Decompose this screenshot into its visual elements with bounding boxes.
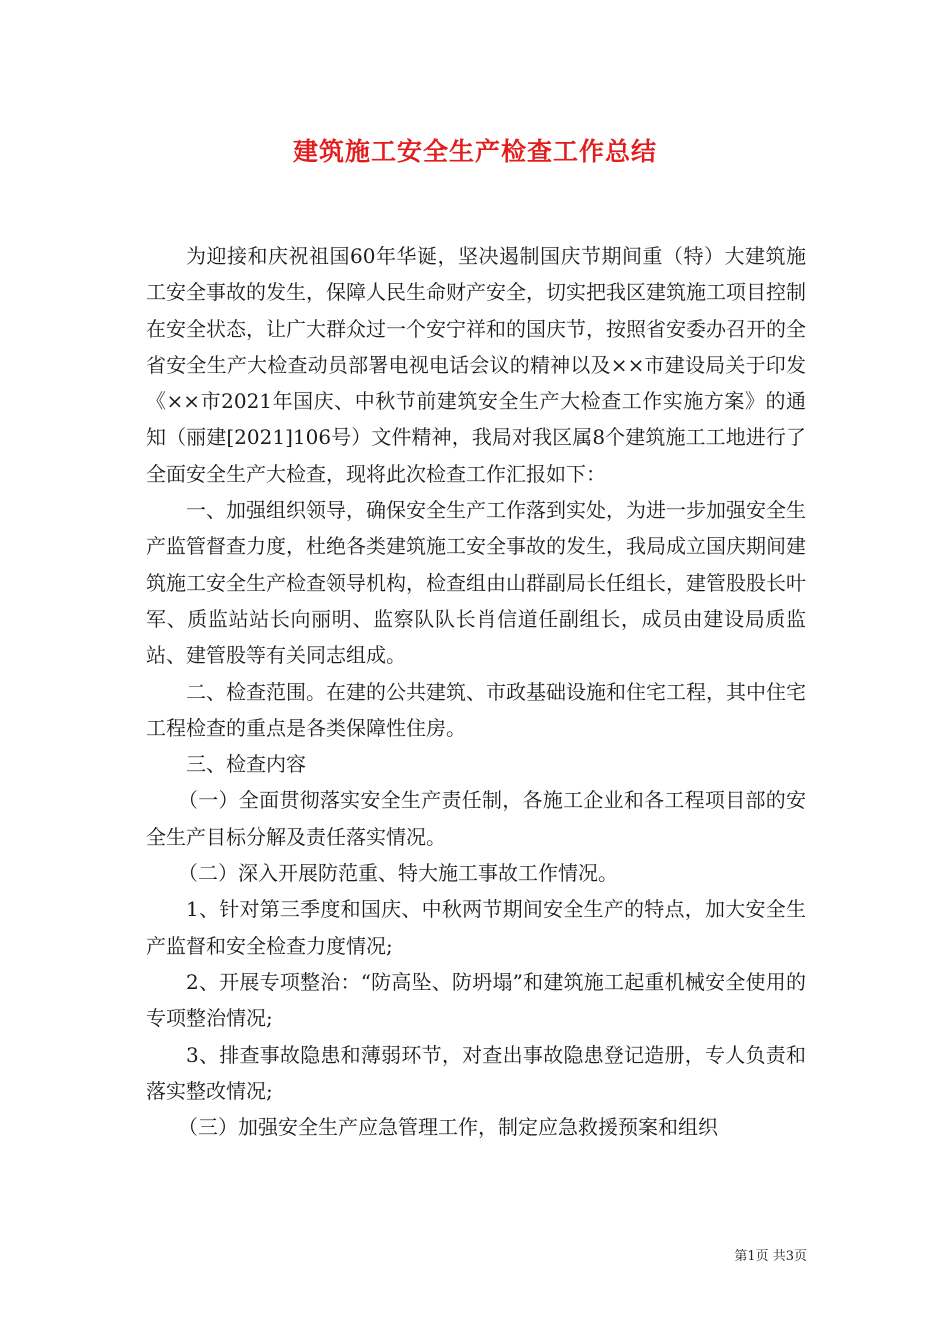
- page-number: 第1页 共3页: [734, 1249, 807, 1264]
- paragraph-item-2: （二）深入开展防范重、特大施工事故工作情况。: [178, 861, 618, 886]
- document-body: [146, 238, 806, 1145]
- paragraph-intro: 为迎接和庆祝祖国60年华诞，坚决遏制国庆节期间重（特）大建筑施工安全事故的发生，保障人民生命财产安全，切实把我区建筑施工项目控制在安全状态，让广大群众过一个安宁祥和的国庆节，按照省安委办召开的全省安全生产大检查动员部署电视电话会议的精神以及××市建设局关于印发《××市2021年国庆、中秋节前建筑安全生产大检查工作实施方案》的通知（丽建[2021]106号）文件精神，我局对我区属8个建筑施工工地进行了全面安全生产大检查，现将此次检查工作汇报如下：: [146, 244, 806, 486]
- paragraph-subitem-3: 3、排查事故隐患和薄弱环节，对查出事故隐患登记造册，专人负责和落实整改情况;: [146, 1042, 806, 1103]
- paragraph-section-1: 一、加强组织领导，确保安全生产工作落到实处，为进一步加强安全生产监管督查力度，杜绝各类建筑施工安全事故的发生，我局成立国庆期间建筑施工安全生产检查领导机构，检查组由山群副局长任组长，建管股股长叶军、质监站站长向丽明、监察队队长肖信道任副组长，成员由建设局质监站、建管股等有关同志组成。: [146, 498, 806, 668]
- paragraph-subitem-2: 2、开展专项整治：“防高坠、防坍塌”和建筑施工起重机械安全使用的专项整治情况;: [146, 969, 806, 1031]
- paragraph-item-1: （一）全面贯彻落实安全生产责任制，各施工企业和各工程项目部的安全生产目标分解及责任落实情况。: [146, 788, 806, 849]
- document-title: 建筑施工安全生产检查工作总结: [292, 137, 657, 166]
- paragraph-section-2: 二、检查范围。在建的公共建筑、市政基础设施和住宅工程，其中住宅工程检查的重点是各类保障性住房。: [146, 679, 806, 740]
- paragraph-section-3-heading: 三、检查内容: [186, 752, 306, 777]
- paragraph-item-3: （三）加强安全生产应急管理工作，制定应急救援预案和组织: [178, 1115, 718, 1140]
- paragraph-subitem-1: 1、针对第三季度和国庆、中秋两节期间安全生产的特点，加大安全生产监督和安全检查力度情况;: [146, 897, 806, 958]
